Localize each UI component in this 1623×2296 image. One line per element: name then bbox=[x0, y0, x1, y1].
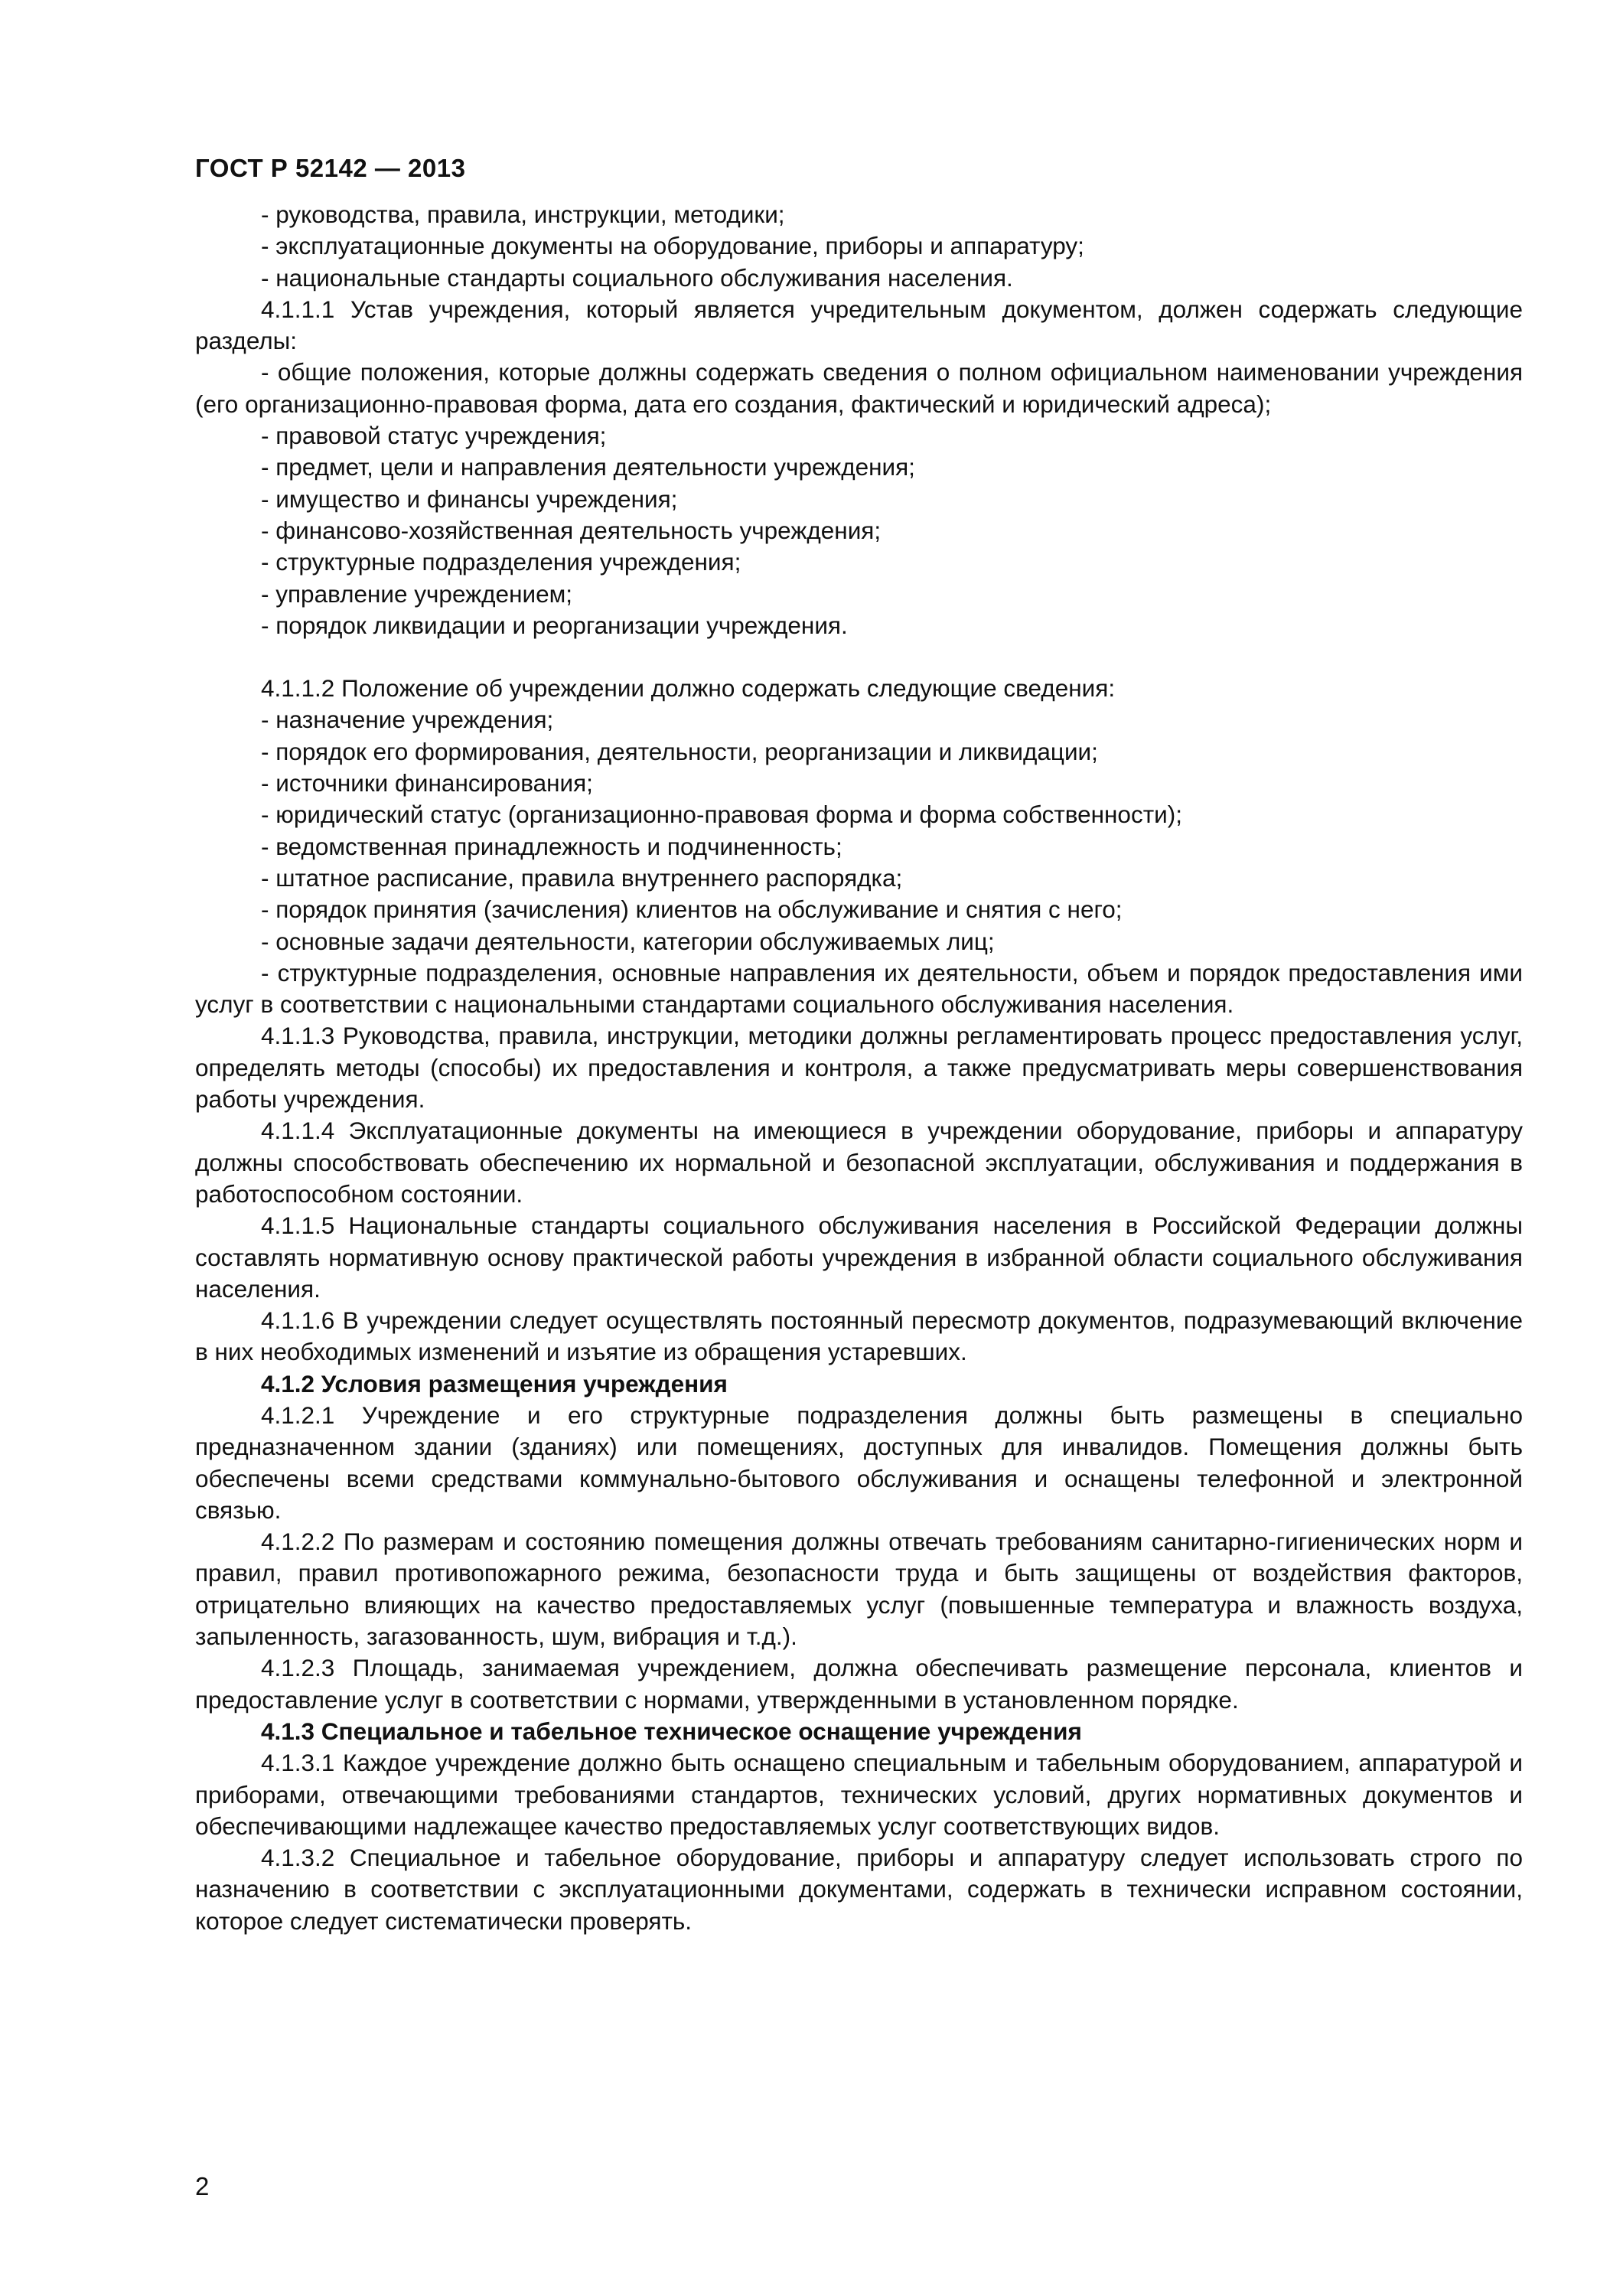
list-item: - назначение учреждения; bbox=[261, 706, 554, 734]
document-page bbox=[195, 152, 1523, 1937]
list-item: - порядок его формирования, деятельности, реорганизации и ликвидации; bbox=[261, 737, 1098, 765]
list-item: - национальные стандарты социального обслуживания населения. bbox=[261, 263, 1013, 292]
list-item: - ведомственная принадлежность и подчиненность; bbox=[261, 832, 842, 860]
list-item: - эксплуатационные документы на оборудование, приборы и аппаратуру; bbox=[261, 232, 1084, 260]
document-body bbox=[195, 199, 1523, 1937]
list-item: - порядок ликвидации и реорганизации учреждения. bbox=[261, 611, 848, 639]
clause-4-1-2-2: 4.1.2.2 По размерам и состоянию помещения должны отвечать требованиям санитарно-гигиенических норм и правил, правил противопожарного режима, безопасности труда и быть защищены от воздействия факторов, отрицательно влияющих на качество предоставляемых услуг (повышенные температура и влажность воздуха, запыленность, загазованность, шум, вибрация и т.д.). bbox=[195, 1528, 1523, 1651]
list-item: - структурные подразделения учреждения; bbox=[261, 548, 741, 576]
clause-4-1-2-1: 4.1.2.1 Учреждение и его структурные подразделения должны быть размещены в специально предназначенном здании (зданиях) или помещениях, доступных для инвалидов. Помещения должны быть обеспечены всеми средствами коммунально-бытового обслуживания и оснащены телефонной и электронной связью. bbox=[195, 1401, 1523, 1524]
clause-4-1-2-3: 4.1.2.3 Площадь, занимаемая учреждением, должна обеспечивать размещение персонала, клиентов и предоставление услуг в соответствии с нормами, утвержденными в установленном порядке. bbox=[195, 1654, 1523, 1714]
clause-4-1-1-3: 4.1.1.3 Руководства, правила, инструкции, методики должны регламентировать процесс предоставления услуг, определять методы (способы) их предоставления и контроля, а также предусматривать меры совершенствования работы учреждения. bbox=[195, 1022, 1523, 1114]
list-item: - имущество и финансы учреждения; bbox=[261, 484, 678, 513]
list-item: - финансово-хозяйственная деятельность учреждения; bbox=[261, 516, 882, 544]
list-item: - штатное расписание, правила внутреннего распорядка; bbox=[261, 863, 903, 892]
list-item: - руководства, правила, инструкции, методики; bbox=[261, 201, 785, 228]
list-item: - предмет, цели и направления деятельности учреждения; bbox=[261, 453, 915, 481]
list-item: - источники финансирования; bbox=[261, 769, 593, 797]
clause-4-1-1-2: 4.1.1.2 Положение об учреждении должно содержать следующие сведения: bbox=[261, 674, 1116, 703]
clause-4-1-1-6: 4.1.1.6 В учреждении следует осуществлять постоянный пересмотр документов, подразумевающий включение в них необходимых изменений и изъятие из обращения устаревших. bbox=[195, 1306, 1523, 1366]
list-item: - правовой статус учреждения; bbox=[261, 422, 607, 450]
page-number: 2 bbox=[195, 2172, 210, 2200]
list-item: - основные задачи деятельности, категории обслуживаемых лиц; bbox=[261, 927, 995, 955]
clause-4-1-1-1: 4.1.1.1 Устав учреждения, который является учредительным документом, должен содержать следующие разделы: bbox=[195, 295, 1523, 355]
section-heading-4-1-3: 4.1.3 Специальное и табельное техническое оснащение учреждения bbox=[261, 1717, 1082, 1745]
section-heading-4-1-2: 4.1.2 Условия размещения учреждения bbox=[261, 1369, 728, 1397]
list-item: - структурные подразделения, основные направления их деятельности, объем и порядок предоставления ими услуг в соответствии с национальными стандартами социального обслуживания населения. bbox=[195, 958, 1523, 1019]
clause-4-1-3-1: 4.1.3.1 Каждое учреждение должно быть оснащено специальным и табельным оборудованием, аппаратурой и приборами, отвечающими требованиями стандартов, технических условий, других нормативных документов и обеспечивающими надлежащее качество предоставляемых услуг соответствующих видов. bbox=[195, 1749, 1523, 1840]
clause-4-1-1-5: 4.1.1.5 Национальные стандарты социального обслуживания населения в Российской Федерации должны составлять нормативную основу практической работы учреждения в избранной области социального обслуживания населения. bbox=[195, 1212, 1523, 1303]
list-item: - порядок принятия (зачисления) клиентов на обслуживание и снятия с него; bbox=[261, 895, 1123, 924]
document-header: ГОСТ Р 52142 — 2013 bbox=[195, 154, 466, 182]
paragraph-gap bbox=[195, 641, 1523, 673]
list-item: - управление учреждением; bbox=[261, 579, 572, 608]
clause-4-1-1-4: 4.1.1.4 Эксплуатационные документы на имеющиеся в учреждении оборудование, приборы и аппаратуру должны способствовать обеспечению их нормальной и безопасной эксплуатации, обслуживания и поддержания в работоспособном состоянии. bbox=[195, 1117, 1523, 1208]
clause-4-1-3-2: 4.1.3.2 Специальное и табельное оборудование, приборы и аппаратуру следует использовать строго по назначению в соответствии с эксплуатационными документами, содержать в технически исправном состоянии, которое следует систематически проверять. bbox=[195, 1844, 1523, 1935]
list-item: - общие положения, которые должны содержать сведения о полном официальном наименовании учреждения (его организационно-правовая форма, дата его создания, фактический и юридический адреса); bbox=[195, 358, 1523, 418]
list-item: - юридический статус (организационно-правовая форма и форма собственности); bbox=[261, 801, 1182, 829]
